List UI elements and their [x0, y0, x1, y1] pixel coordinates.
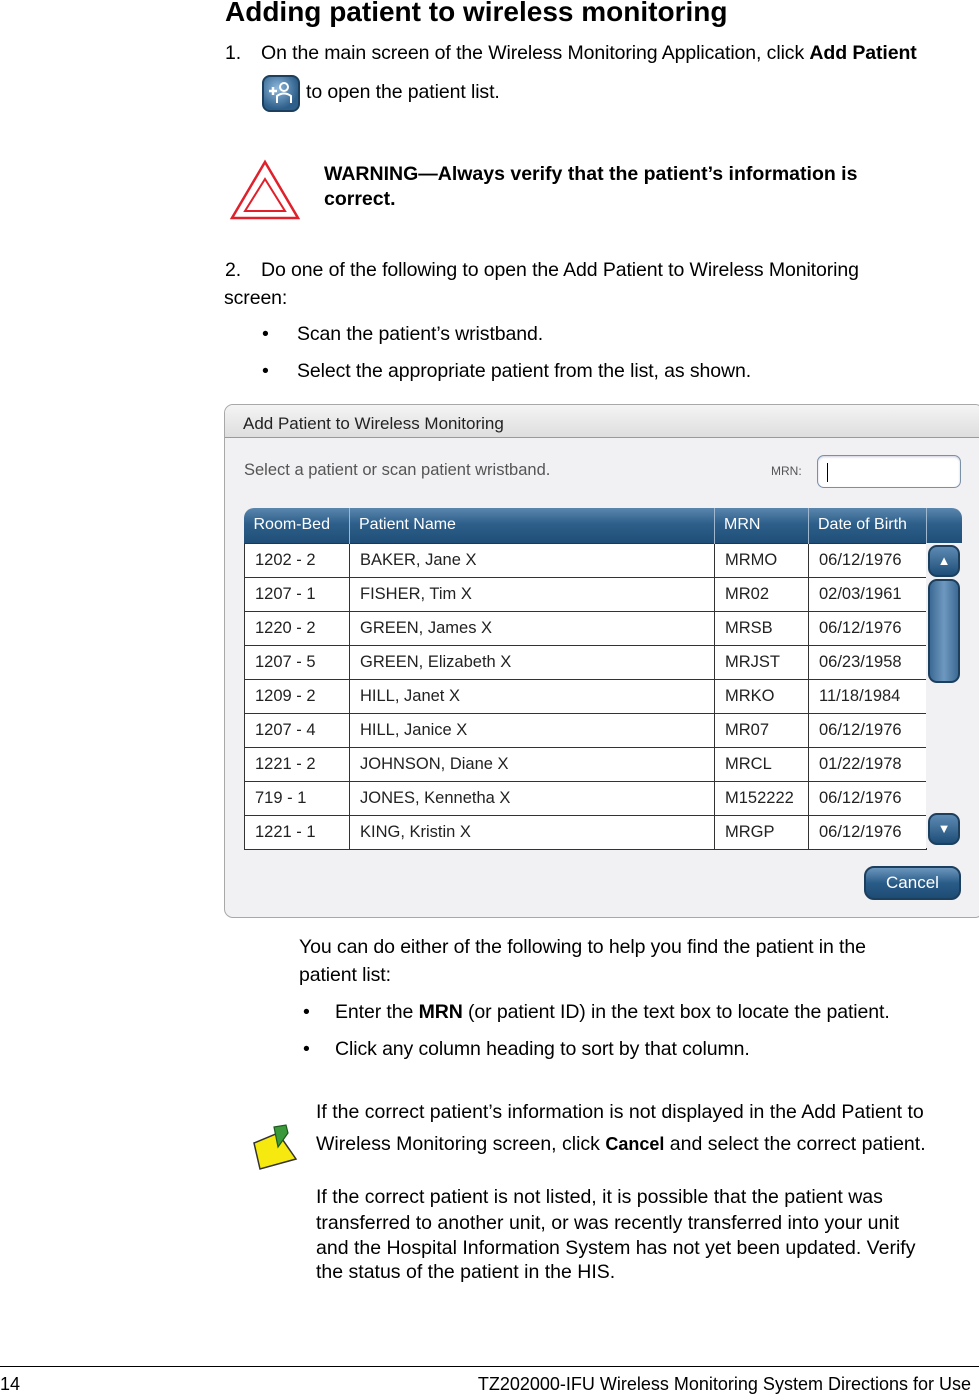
cell-patient-name: HILL, Janet X [350, 679, 715, 713]
note-p2-line: the status of the patient in the HIS. [316, 1261, 616, 1283]
column-header-mrn[interactable]: MRN [715, 508, 809, 543]
cell-mrn: MRCL [715, 747, 809, 781]
patient-table [244, 508, 963, 850]
cell-dob: 02/03/1961 [809, 577, 927, 611]
arrow-down-icon: ▼ [937, 821, 951, 836]
cancel-button[interactable]: Cancel [864, 866, 961, 900]
bullet: • [303, 1001, 310, 1023]
table-row[interactable] [245, 679, 963, 713]
footer-doc-title: TZ202000-IFU Wireless Monitoring System Directions for Use [477, 1374, 971, 1394]
arrow-up-icon: ▲ [937, 553, 951, 568]
column-header-spacer [927, 508, 963, 543]
note-p1-line1: If the correct patient’s information is not displayed in the Add Patient to [316, 1101, 924, 1123]
page-number: 14 [0, 1374, 21, 1394]
help-bullet-1-a: Enter the [335, 1001, 419, 1023]
mrn-label: MRN: [771, 464, 802, 478]
help-bullet-1 [335, 1001, 890, 1024]
step1-text [261, 42, 917, 65]
column-header-room-bed[interactable]: Room-Bed [245, 508, 350, 543]
table-row[interactable] [245, 577, 963, 611]
help-line1: You can do either of the following to help you find the patient in the [299, 936, 866, 958]
step2-bullet-2: Select the appropriate patient from the list, as shown. [297, 360, 752, 382]
footer-divider [0, 1366, 979, 1367]
help-line2: patient list: [299, 964, 391, 986]
cell-patient-name: GREEN, James X [350, 611, 715, 645]
cell-mrn: M152222 [715, 781, 809, 815]
note-pad-icon [248, 1123, 300, 1171]
cell-patient-name: FISHER, Tim X [350, 577, 715, 611]
table-row[interactable] [245, 543, 963, 577]
note-p2-line: transferred to another unit, or was recently transferred into your unit [316, 1212, 900, 1234]
cell-mrn: MR02 [715, 577, 809, 611]
cell-room-bed: 1220 - 2 [245, 611, 350, 645]
cell-dob: 06/12/1976 [809, 781, 927, 815]
step1-text-b: to open the patient list. [306, 81, 500, 103]
scrollbar[interactable] [926, 543, 962, 848]
warning-triangle-icon [230, 159, 300, 221]
cell-room-bed: 1221 - 2 [245, 747, 350, 781]
note-p2-line: and the Hospital Information System has not yet been updated. Verify [316, 1237, 916, 1259]
table-row[interactable] [245, 713, 963, 747]
cell-room-bed: 1202 - 2 [245, 543, 350, 577]
cell-patient-name: HILL, Janice X [350, 713, 715, 747]
note-p1-line2-b: and select the correct patient. [664, 1133, 926, 1155]
table-row[interactable] [245, 747, 963, 781]
scroll-down-button[interactable] [928, 813, 960, 845]
note-p1-line2 [316, 1133, 926, 1156]
cell-patient-name: BAKER, Jane X [350, 543, 715, 577]
bullet: • [262, 360, 269, 382]
cell-room-bed: 1209 - 2 [245, 679, 350, 713]
cell-room-bed: 719 - 1 [245, 781, 350, 815]
table-row[interactable] [245, 815, 963, 849]
page-title: Adding patient to wireless monitoring [225, 0, 728, 27]
dialog-subtitle: Select a patient or scan patient wristband. [244, 461, 551, 479]
cell-dob: 06/12/1976 [809, 543, 927, 577]
table-row[interactable] [245, 611, 963, 645]
help-bullet-2: Click any column heading to sort by that column. [335, 1038, 750, 1060]
note-p2-line: If the correct patient is not listed, it is possible that the patient was [316, 1186, 883, 1208]
step1-bold: Add Patient [809, 42, 917, 64]
cell-patient-name: KING, Kristin X [350, 815, 715, 849]
column-header-dob[interactable]: Date of Birth [809, 508, 927, 543]
cell-room-bed: 1221 - 1 [245, 815, 350, 849]
help-bullet-1-bold: MRN [418, 1001, 463, 1023]
cell-dob: 01/22/1978 [809, 747, 927, 781]
cell-mrn: MRSB [715, 611, 809, 645]
dialog-title: Add Patient to Wireless Monitoring [225, 405, 979, 438]
warning-text: WARNING—Always verify that the patient’s information is correct. [324, 163, 858, 210]
scroll-up-button[interactable] [928, 545, 960, 577]
add-patient-dialog [224, 404, 979, 918]
cell-mrn: MRKO [715, 679, 809, 713]
cell-dob: 06/23/1958 [809, 645, 927, 679]
cell-mrn: MRMO [715, 543, 809, 577]
note-p1-line2-a: Wireless Monitoring screen, click [316, 1133, 606, 1155]
cell-room-bed: 1207 - 5 [245, 645, 350, 679]
step1-text-a: On the main screen of the Wireless Monitoring Application, click [261, 42, 810, 64]
bullet: • [262, 323, 269, 345]
cell-dob: 06/12/1976 [809, 713, 927, 747]
cell-patient-name: JOHNSON, Diane X [350, 747, 715, 781]
table-row[interactable] [245, 645, 963, 679]
mrn-input[interactable] [817, 455, 961, 488]
step-number: 1. [225, 42, 242, 64]
cell-dob: 06/12/1976 [809, 815, 927, 849]
text-caret [827, 463, 828, 482]
cell-patient-name: JONES, Kennetha X [350, 781, 715, 815]
scrollbar-thumb[interactable] [928, 579, 960, 683]
column-header-patient-name[interactable]: Patient Name [350, 508, 715, 543]
step-number: 2. [225, 259, 242, 281]
cell-patient-name: GREEN, Elizabeth X [350, 645, 715, 679]
cell-mrn: MRJST [715, 645, 809, 679]
help-bullet-1-b: (or patient ID) in the text box to locate the patient. [462, 1001, 890, 1023]
cell-room-bed: 1207 - 1 [245, 577, 350, 611]
note-cancel-bold: Cancel [605, 1134, 665, 1154]
cell-dob: 11/18/1984 [809, 679, 927, 713]
step2-line2: screen: [224, 287, 288, 309]
bullet: • [303, 1038, 310, 1060]
cell-mrn: MRGP [715, 815, 809, 849]
add-patient-icon [262, 75, 300, 112]
step2-line1: Do one of the following to open the Add Patient to Wireless Monitoring [261, 259, 859, 281]
table-row[interactable] [245, 781, 963, 815]
cell-room-bed: 1207 - 4 [245, 713, 350, 747]
table-header-row [245, 508, 963, 543]
cell-mrn: MR07 [715, 713, 809, 747]
cell-dob: 06/12/1976 [809, 611, 927, 645]
step2-bullet-1: Scan the patient’s wristband. [297, 323, 544, 345]
